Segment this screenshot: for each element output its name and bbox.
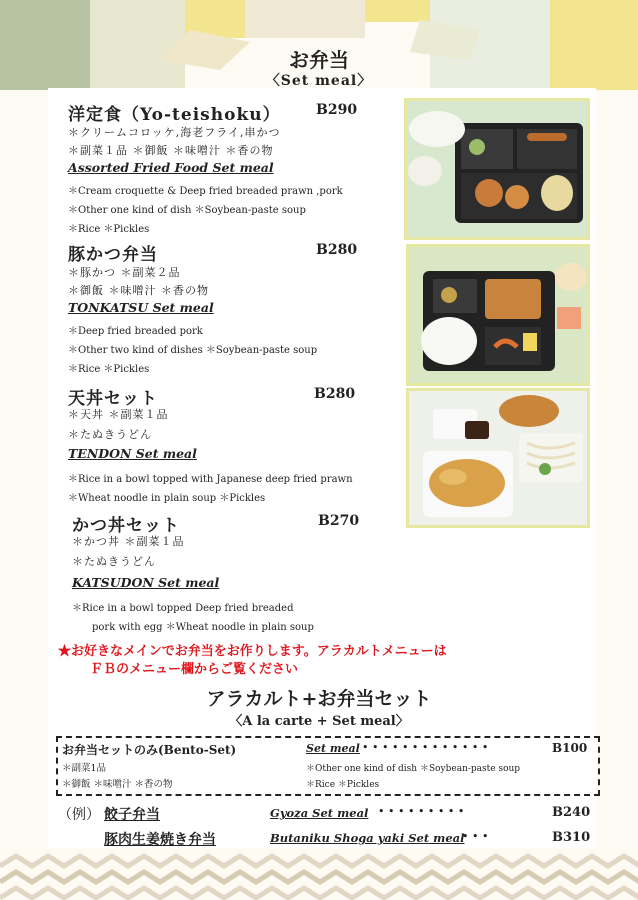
examples-label: （例） [58, 807, 100, 823]
item-name-en: TONKATSU Set meal [68, 300, 214, 315]
item-en-line: ＊Rice in a bowl topped with Japanese deep fried prawn [68, 474, 353, 485]
item-price: B290 [316, 102, 358, 118]
item-price: B280 [316, 242, 358, 258]
item-jp-line: ＊たぬきうどん [72, 555, 156, 568]
item-en-line: ＊Other one kind of dish ＊Soybean-paste soup [68, 205, 306, 216]
alacarte-subtitle: 〈A la carte + Set meal〉 [229, 714, 409, 729]
bento-set-name-en: Set meal [306, 742, 360, 755]
item-jp-line: ＊副菜１品 ＊御飯 ＊味噌汁 ＊香の物 [68, 144, 274, 157]
item-price: B280 [314, 386, 356, 402]
example-name-en: Gyoza Set meal [270, 806, 369, 820]
item-jp-line: ＊御飯 ＊味噌汁 ＊香の物 [68, 284, 209, 297]
example-name-jp: 餃子弁当 [104, 807, 160, 823]
item-en-line: ＊Wheat noodle in plain soup ＊Pickles [68, 493, 266, 504]
item-en-line: ＊Cream croquette & Deep fried breaded prawn ,pork [68, 186, 343, 197]
example-name-en: Butaniku Shoga yaki Set meal [270, 831, 465, 845]
bento-set-name-jp: お弁当セットのみ(Bento-Set) [62, 743, 237, 757]
item-jp-line: ＊かつ丼 ＊副菜１品 [72, 535, 185, 548]
page-subtitle: 〈Set meal〉 [265, 73, 373, 89]
item-en-line: pork with egg ＊Wheat noodle in plain soup [92, 622, 314, 633]
bento-set-dots: • • • • • • • • • • • • • [362, 741, 489, 754]
tonkatsu-photo [406, 244, 590, 386]
item-name-jp: 豚かつ弁当 [68, 245, 158, 265]
alacarte-title: アラカルト+お弁当セット [206, 688, 432, 710]
notice-line: ★お好きなメインでお弁当をお作りします。アラカルトメニューは [58, 644, 447, 659]
item-price: B270 [318, 513, 360, 529]
item-name-en: Assorted Fried Food Set meal [68, 160, 274, 175]
item-name-jp: 天丼セット [68, 389, 158, 409]
item-name-jp: かつ丼セット [72, 516, 180, 536]
tendon-photo [406, 388, 590, 528]
bento-set-en-line: ＊Other one kind of dish ＊Soybean-paste soup [306, 764, 521, 774]
item-jp-line: ＊クリームコロッケ,海老フライ,串かつ [68, 126, 281, 139]
item-en-line: ＊Deep fried breaded pork [68, 326, 203, 337]
bento-set-en-line: ＊Rice ＊Pickles [306, 780, 380, 790]
item-en-line: ＊Rice in a bowl topped Deep fried breaded [72, 603, 294, 614]
item-name-jp: 洋定食（Yo-teishoku） [68, 105, 281, 125]
page-title: お弁当 [289, 48, 349, 72]
bento-set-price: B100 [552, 741, 588, 755]
item-en-line: ＊Other two kind of dishes ＊Soybean-paste soup [68, 345, 318, 356]
item-en-line: ＊Rice ＊Pickles [68, 364, 150, 375]
bento-set-jp-line: ＊副菜1品 [62, 763, 107, 774]
item-jp-line: ＊豚かつ ＊副菜２品 [68, 266, 181, 279]
example-price: B240 [552, 805, 591, 820]
item-en-line: ＊Rice ＊Pickles [68, 224, 150, 235]
example-dots: • • • • • • • • • [378, 805, 465, 818]
example-price: B310 [552, 830, 591, 845]
example-name-jp: 豚肉生姜焼き弁当 [104, 832, 216, 848]
notice-line: ＦＢのメニュー欄からご覧ください [90, 662, 299, 677]
bento-set-box [56, 736, 600, 796]
yo-teishoku-photo [404, 98, 590, 240]
example-dots: • • • [462, 830, 489, 843]
item-name-en: KATSUDON Set meal [72, 575, 220, 590]
chevron-footer [0, 852, 638, 900]
bento-set-jp-line: ＊御飯 ＊味噌汁 ＊香の物 [62, 779, 173, 790]
item-jp-line: ＊たぬきうどん [68, 428, 152, 441]
item-jp-line: ＊天丼 ＊副菜１品 [68, 408, 169, 421]
item-name-en: TENDON Set meal [68, 446, 197, 461]
